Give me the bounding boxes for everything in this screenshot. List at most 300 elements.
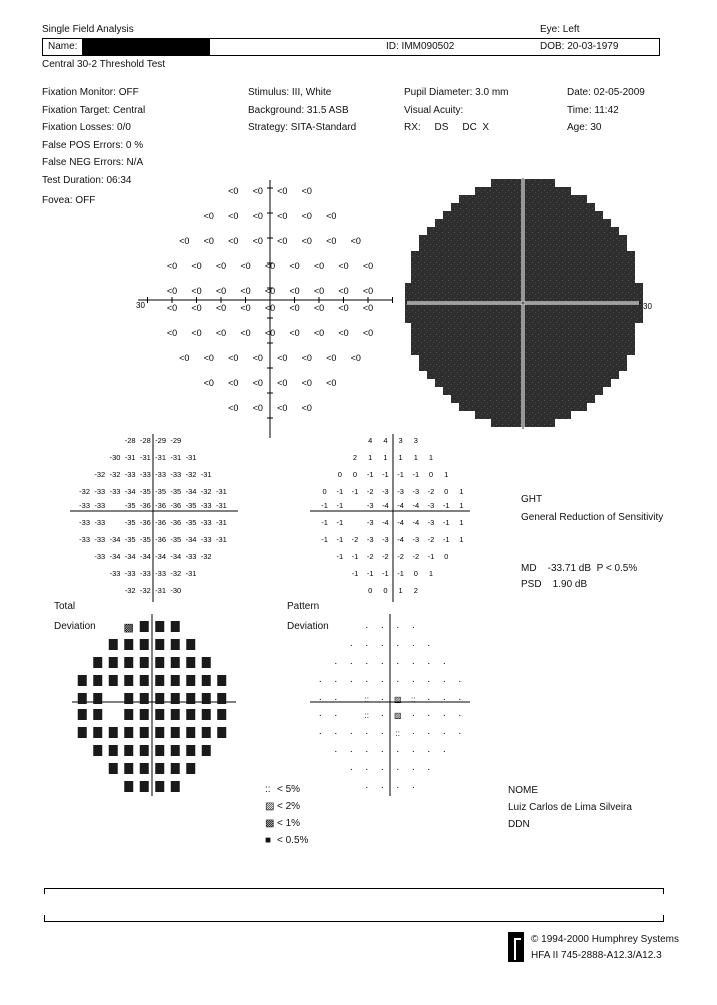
- threshold-cell: <0: [338, 328, 349, 338]
- td-value: -32: [94, 470, 106, 479]
- td-value: -31: [215, 535, 227, 544]
- td-value: -31: [155, 453, 167, 462]
- report-title: Single Field Analysis: [42, 24, 134, 35]
- td-value: -29: [155, 436, 167, 445]
- pd-prob-symbol: ·: [396, 764, 400, 775]
- td-prob-05pct: [140, 709, 149, 720]
- td-prob-05pct: [155, 639, 164, 650]
- pd-value: -4: [397, 518, 404, 527]
- threshold-cell: <0: [277, 236, 288, 246]
- pd-prob-symbol: ·: [365, 746, 369, 757]
- threshold-cell: <0: [240, 286, 251, 296]
- fovea-status: Fovea: OFF: [42, 195, 96, 206]
- threshold-cell: <0: [166, 286, 178, 296]
- td-prob-05pct: [217, 727, 226, 738]
- info-column-3: [404, 84, 508, 137]
- td-value: -36: [170, 518, 182, 527]
- pd-values: [321, 436, 463, 595]
- pd-value: -1: [366, 569, 374, 578]
- pd-value: -1: [321, 535, 328, 544]
- ght-result: General Reduction of Sensitivity: [521, 512, 664, 523]
- pd-prob-symbol: ▨: [393, 695, 402, 704]
- pd-prob-symbol: ·: [334, 676, 338, 687]
- legend-item-5: [265, 781, 308, 798]
- footer-tick-left-bottom: [44, 915, 45, 921]
- pd-prob-symbol: ·: [411, 710, 415, 721]
- threshold-cell: <0: [338, 303, 349, 313]
- pd-value: 0: [322, 487, 327, 496]
- pd-prob-symbol: ·: [411, 764, 415, 775]
- td-prob-05pct: [78, 675, 87, 686]
- legend-item-1: [265, 815, 308, 832]
- pd-prob-symbol: ·: [380, 658, 384, 669]
- td-prob-05pct: [124, 675, 133, 686]
- pd-prob-symbol: ·: [334, 658, 338, 669]
- pd-value: 3: [398, 436, 403, 445]
- legend-symbol-solid-icon: ■: [265, 835, 272, 846]
- pd-value: -4: [412, 501, 420, 510]
- test-duration: Test Duration: 06:34: [42, 174, 132, 186]
- threshold-cell: <0: [326, 353, 337, 363]
- td-value: -32: [200, 487, 212, 496]
- td-value: -33: [109, 569, 121, 578]
- td-prob-05pct: [202, 745, 211, 756]
- td-prob-05pct: [155, 693, 164, 704]
- td-prob-05pct: [155, 727, 164, 738]
- pd-prob-symbol: ·: [458, 676, 462, 687]
- legend-item-2: [265, 798, 308, 815]
- threshold-cell: <0: [362, 261, 374, 271]
- pd-prob-symbol: ·: [334, 710, 338, 721]
- threshold-cell: <0: [228, 236, 239, 246]
- threshold-cell: <0: [301, 236, 312, 246]
- pd-prob-symbol: ·: [318, 728, 322, 739]
- pd-prob-symbol: ·: [349, 640, 353, 651]
- threshold-cell: <0: [301, 403, 312, 413]
- pd-prob-symbol: ·: [365, 622, 369, 633]
- pd-prob-symbol: ·: [411, 728, 415, 739]
- pd-prob-symbol: ·: [396, 676, 400, 687]
- pd-prob-symbol: ·: [396, 622, 400, 633]
- threshold-cell: <0: [252, 211, 263, 221]
- td-prob-05pct: [171, 621, 180, 632]
- legend-label: < 1%: [277, 818, 301, 829]
- td-value: -32: [139, 586, 151, 595]
- pd-prob-symbol: ·: [365, 728, 369, 739]
- threshold-cell: <0: [252, 353, 263, 363]
- td-prob-05pct: [124, 745, 133, 756]
- td-value: -33: [94, 552, 106, 561]
- td-value: -35: [155, 487, 167, 496]
- pd-value: -1: [351, 487, 359, 496]
- pd-value: -1: [427, 552, 435, 561]
- threshold-cell: <0: [301, 378, 312, 388]
- td-prob-05pct: [171, 745, 180, 756]
- pd-value: 1: [383, 453, 388, 462]
- threshold-cell: <0: [313, 261, 325, 271]
- td-value: -36: [139, 518, 151, 527]
- threshold-cell: <0: [277, 378, 288, 388]
- pd-value: -1: [351, 569, 359, 578]
- td-value: -35: [185, 501, 197, 510]
- threshold-cell: <0: [191, 286, 202, 296]
- legend-item-05: [265, 832, 308, 849]
- threshold-cell: <0: [203, 236, 214, 246]
- td-value: -35: [124, 535, 136, 544]
- pd-value: 0: [337, 470, 342, 479]
- threshold-cell: <0: [277, 211, 288, 221]
- pd-value: -4: [397, 535, 404, 544]
- pd-value: -3: [412, 535, 420, 544]
- legend-symbol-hatch-icon: ▨: [265, 801, 275, 812]
- strategy: Strategy: SITA-Standard: [248, 122, 357, 134]
- pd-value: 1: [368, 453, 373, 462]
- threshold-cell: <0: [166, 303, 178, 313]
- threshold-cell: <0: [277, 403, 288, 413]
- pd-value: 1: [459, 535, 464, 544]
- pd-prob-symbol: ·: [365, 764, 369, 775]
- td-prob-05pct: [171, 763, 180, 774]
- td-prob-05pct: [124, 763, 133, 774]
- pd-value: 2: [413, 586, 418, 595]
- td-prob-05pct: [217, 709, 226, 720]
- td-value: -35: [185, 518, 197, 527]
- td-prob-1pct: ▩: [123, 622, 134, 634]
- td-prob-05pct: [171, 693, 180, 704]
- pd-prob-symbol: ·: [442, 658, 446, 669]
- td-prob-05pct: [140, 763, 149, 774]
- td-value: -31: [170, 453, 182, 462]
- td-prob-05pct: [186, 745, 195, 756]
- td-value: -33: [124, 470, 136, 479]
- td-value: -33: [94, 487, 106, 496]
- threshold-cell: <0: [252, 236, 263, 246]
- threshold-cell: <0: [338, 261, 349, 271]
- td-value: -33: [94, 535, 106, 544]
- pd-prob-symbol: ·: [334, 728, 338, 739]
- td-prob-05pct: [186, 657, 195, 668]
- pattern-deviation-numeric: [310, 434, 480, 604]
- pd-value: -3: [397, 487, 404, 496]
- pattern-deviation-probability: [310, 614, 476, 798]
- total-deviation-probability: [72, 614, 238, 798]
- pd-prob-symbol: ·: [380, 622, 384, 633]
- signature-nome: NOME: [508, 785, 538, 796]
- td-prob-05pct: [124, 709, 133, 720]
- td-prob-05pct: [93, 675, 102, 686]
- pd-prob-symbol: ·: [365, 658, 369, 669]
- td-prob-05pct: [124, 639, 133, 650]
- td-value: -31: [215, 487, 227, 496]
- redacted-name: [82, 38, 210, 56]
- pd-value: -3: [366, 518, 374, 527]
- pd-prob-symbol: ·: [442, 710, 446, 721]
- td-value: -36: [155, 501, 167, 510]
- pd-value: 1: [413, 453, 418, 462]
- td-prob-05pct: [124, 781, 133, 792]
- pd-value: 4: [383, 436, 388, 445]
- td-value: -32: [200, 552, 212, 561]
- pd-value: -2: [412, 552, 420, 561]
- pupil-diameter: Pupil Diameter: 3.0 mm: [404, 87, 509, 98]
- td-prob-05pct: [78, 709, 87, 720]
- td-value: -30: [170, 586, 182, 595]
- td-value: -33: [185, 552, 197, 561]
- pd-prob-symbol: ·: [427, 710, 431, 721]
- td-prob-05pct: [186, 727, 195, 738]
- td-value: -31: [185, 569, 197, 578]
- threshold-cell: <0: [252, 186, 263, 196]
- pd-value: -3: [382, 535, 389, 544]
- legend-symbol-dots-icon: ::: [265, 784, 271, 795]
- pd-value: -1: [336, 518, 344, 527]
- pd-prob-symbol: ·: [411, 746, 415, 757]
- pd-value: -4: [382, 501, 389, 510]
- threshold-cell: <0: [191, 303, 202, 313]
- threshold-cell: <0: [179, 353, 190, 363]
- threshold-cell: <0: [338, 286, 349, 296]
- pd-prob-symbol: ·: [442, 746, 446, 757]
- td-value: -32: [170, 569, 182, 578]
- grayscale-map: [405, 176, 655, 432]
- pd-value: -2: [366, 487, 374, 496]
- td-value: -34: [185, 487, 197, 496]
- threshold-cell: <0: [240, 303, 251, 313]
- td-value: -33: [200, 535, 212, 544]
- pd-value: -1: [442, 518, 450, 527]
- pd-value: -1: [382, 569, 389, 578]
- threshold-cell: <0: [228, 353, 239, 363]
- td-value: -28: [139, 436, 151, 445]
- pd-value: -2: [427, 487, 435, 496]
- threshold-cell: <0: [289, 328, 300, 338]
- threshold-cell: <0: [350, 353, 361, 363]
- td-prob-05pct: [93, 727, 102, 738]
- td-prob-05pct: [171, 675, 180, 686]
- pd-value: -2: [351, 535, 359, 544]
- pd-prob-symbol: ·: [334, 694, 338, 705]
- footer-tick-left-top: [44, 888, 45, 894]
- threshold-cell: <0: [362, 303, 374, 313]
- pd-prob-symbol: ·: [396, 640, 400, 651]
- td-prob-05pct: [217, 693, 226, 704]
- false-pos-errors: False POS Errors: 0 %: [42, 139, 144, 151]
- threshold-cell: <0: [277, 353, 288, 363]
- td-prob-05pct: [109, 675, 118, 686]
- pd-value: 0: [413, 569, 418, 578]
- pd-value: 1: [398, 453, 403, 462]
- signature-block: [508, 782, 632, 833]
- pd-prob-symbol: ·: [380, 710, 384, 721]
- td-value: -36: [155, 518, 167, 527]
- td-prob-05pct: [140, 657, 149, 668]
- threshold-cell: <0: [215, 328, 227, 338]
- td-value: -34: [185, 535, 197, 544]
- pd-prob-symbol: ·: [318, 694, 322, 705]
- threshold-cell: <0: [228, 186, 239, 196]
- td-prob-05pct: [155, 709, 164, 720]
- threshold-cell: <0: [264, 303, 276, 313]
- pd-value: -3: [412, 487, 420, 496]
- pd-value: -2: [366, 552, 374, 561]
- td-value: -34: [139, 552, 151, 561]
- footer-top-line: [44, 888, 664, 889]
- threshold-cell: <0: [301, 186, 312, 196]
- pd-prob-symbol: ·: [380, 728, 384, 739]
- threshold-cell: <0: [240, 261, 251, 271]
- fixation-losses: Fixation Losses: 0/0: [42, 122, 131, 134]
- td-prob-05pct: [155, 621, 164, 632]
- pd-value: 1: [428, 453, 434, 462]
- total-deviation-label-line1: Total: [54, 601, 76, 612]
- pd-value: 1: [459, 501, 464, 510]
- pd-value: 3: [413, 436, 418, 445]
- pd-prob-symbol: ·: [349, 728, 353, 739]
- pd-prob-symbol: ·: [365, 640, 369, 651]
- td-value: -33: [109, 487, 121, 496]
- td-value: -33: [139, 470, 151, 479]
- td-value: -31: [155, 586, 167, 595]
- fixation-target: Fixation Target: Central: [42, 104, 146, 116]
- td-prob-05pct: [93, 693, 102, 704]
- eye-label: Eye: Left: [540, 24, 580, 35]
- pd-prob-symbol: ·: [458, 710, 462, 721]
- pd-value: 1: [444, 470, 449, 479]
- threshold-cell: <0: [215, 286, 227, 296]
- threshold-cell: <0: [313, 328, 325, 338]
- td-value: -35: [139, 535, 151, 544]
- pd-prob-symbol: ·: [396, 782, 400, 793]
- pd-value: -1: [397, 470, 404, 479]
- td-prob-05pct: [171, 781, 180, 792]
- pd-value: -2: [427, 535, 435, 544]
- pd-value: -3: [427, 518, 435, 527]
- td-prob-05pct: [140, 727, 149, 738]
- pd-value: -3: [427, 501, 435, 510]
- pd-value: 1: [459, 518, 464, 527]
- ght-label: GHT: [521, 494, 543, 505]
- pd-prob-symbol: ·: [318, 710, 322, 721]
- pd-prob-symbol: ·: [442, 728, 446, 739]
- td-prob-05pct: [202, 727, 211, 738]
- td-value: -32: [79, 487, 91, 496]
- threshold-cell: <0: [252, 378, 263, 388]
- pd-value: 1: [428, 569, 434, 578]
- threshold-cell: <0: [203, 353, 214, 363]
- pd-value: -1: [412, 470, 420, 479]
- td-prob-05pct: [186, 639, 195, 650]
- td-value: -30: [109, 453, 121, 462]
- test-name: Central 30-2 Threshold Test: [42, 59, 166, 70]
- pattern-deviation-label-line1: Pattern: [287, 601, 320, 612]
- pd-prob-symbol: ·: [458, 728, 462, 739]
- pattern-std-deviation: PSD 1.90 dB: [521, 579, 588, 590]
- footer-tick-right-bottom: [663, 915, 664, 921]
- fixation-monitor: Fixation Monitor: OFF: [42, 87, 139, 98]
- probability-legend: [265, 781, 308, 849]
- signature-ddn: DDN: [508, 819, 530, 830]
- td-prob-05pct: [171, 657, 180, 668]
- pd-value: -1: [366, 470, 374, 479]
- pd-value: 2: [352, 453, 358, 462]
- pd-value: -1: [321, 518, 328, 527]
- pd-value: -3: [382, 487, 389, 496]
- td-prob-05pct: [140, 781, 149, 792]
- threshold-cell: <0: [166, 261, 178, 271]
- pd-value: 0: [368, 586, 373, 595]
- pd-prob-symbol: ·: [442, 694, 446, 705]
- td-value: -36: [170, 501, 182, 510]
- td-prob-05pct: [93, 745, 102, 756]
- td-value: -34: [170, 552, 182, 561]
- td-prob-05pct: [155, 657, 164, 668]
- total-deviation-numeric: [70, 434, 240, 604]
- pd-prob-symbol: ·: [411, 640, 415, 651]
- threshold-cell: <0: [289, 303, 300, 313]
- false-neg-errors: False NEG Errors: N/A: [42, 157, 144, 169]
- threshold-cell: <0: [326, 378, 337, 388]
- signature-name: Luiz Carlos de Lima Silveira: [508, 802, 632, 813]
- threshold-cell: <0: [313, 303, 325, 313]
- pd-prob-symbol: ·: [427, 746, 431, 757]
- device-model: HFA II 745-2888-A12.3/A12.3: [531, 950, 662, 961]
- threshold-cell: <0: [215, 303, 227, 313]
- footer-tick-right-top: [663, 888, 664, 894]
- td-value: -31: [185, 453, 197, 462]
- pd-prob-symbol: ·: [427, 658, 431, 669]
- td-prob-05pct: [171, 639, 180, 650]
- total-deviation-label-line2: Deviation: [54, 621, 96, 632]
- pd-prob-symbol: ·: [365, 782, 369, 793]
- pd-value: 0: [444, 552, 449, 561]
- threshold-cell: <0: [228, 211, 239, 221]
- pd-value: -1: [351, 552, 359, 561]
- td-prob-05pct: [155, 781, 164, 792]
- td-value: -31: [215, 501, 227, 510]
- td-value: -31: [215, 518, 227, 527]
- info-column-1: [42, 84, 145, 190]
- pd-prob-symbol: ·: [349, 764, 353, 775]
- pd-value: 0: [428, 470, 434, 479]
- td-value: -33: [94, 501, 106, 510]
- threshold-cell: <0: [228, 378, 239, 388]
- pd-prob-symbol: ·: [427, 764, 431, 775]
- td-prob-05pct: [171, 727, 180, 738]
- patient-age: Age: 30: [567, 122, 602, 134]
- td-prob-05pct: [93, 657, 102, 668]
- td-value: -35: [139, 487, 151, 496]
- td-value: -34: [124, 552, 136, 561]
- threshold-cell: <0: [166, 328, 178, 338]
- pd-value: 0: [444, 487, 449, 496]
- grayscale-axis-label-right: 30: [643, 302, 652, 311]
- pd-prob-symbol: ::: [395, 729, 400, 738]
- footer-bottom-line: [44, 921, 664, 922]
- pd-value: 0: [383, 586, 388, 595]
- td-value: -35: [124, 501, 136, 510]
- threshold-cell: <0: [228, 403, 239, 413]
- threshold-cell: <0: [362, 328, 374, 338]
- td-value: -32: [124, 586, 136, 595]
- threshold-cell: <0: [240, 328, 251, 338]
- td-value: -36: [155, 535, 167, 544]
- td-prob-05pct: [140, 675, 149, 686]
- info-column-4: [567, 84, 645, 137]
- td-value: -31: [200, 470, 212, 479]
- td-value: -36: [139, 501, 151, 510]
- rx: RX: DS DC X: [404, 122, 490, 134]
- pd-value: -3: [366, 535, 374, 544]
